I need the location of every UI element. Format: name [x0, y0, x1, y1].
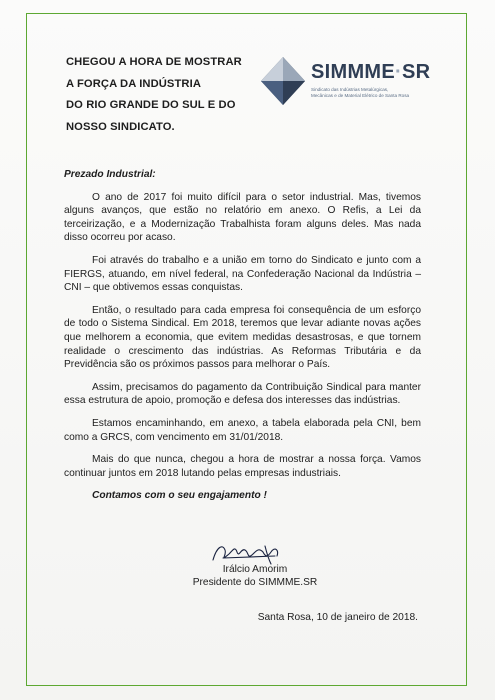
paragraph: Mais do que nunca, chegou a hora de mostrar a nossa força. Vamos continuar juntos em 2018 lutando pelas empresas industriais.	[64, 454, 421, 479]
tagline-line: Mecânicas e de Material Elétrico de Santa Rosa	[311, 93, 410, 98]
signature-block	[180, 540, 330, 592]
salutation: Prezado Industrial:	[64, 169, 156, 180]
headline-line: CHEGOU A HORA DE MOSTRAR	[66, 56, 242, 68]
paragraph: Assim, precisamos do pagamento da Contribuição Sindical para manter essa estrutura de apoio, promoção e defesa dos interesses das indústrias.	[64, 381, 421, 407]
paragraph: O ano de 2017 foi muito difícil para o setor industrial. Mas, tivemos alguns avanços, que estão no relatório em anexo. O Refis, a Lei da terceirização, e a Modernização Trabalhista foram alguns deles. Mas nada disso ocorreu por acaso.	[64, 191, 421, 244]
headline	[66, 52, 266, 138]
signatory-role: Presidente do SIMMME.SR	[192, 577, 318, 588]
letter-body	[64, 168, 421, 503]
brand-tagline	[311, 87, 451, 99]
tagline-line: Sindicato das Indústrias Metalúrgicas,	[311, 87, 389, 92]
headline-line: NOSSO SINDICATO.	[66, 120, 175, 133]
paragraph: Então, o resultado para cada empresa foi consequência de um esforço de todo o Sistema Sindical. Em 2018, teremos que levar adiante novas ações que melhorem a economia, que evitem medidas desastrosas, e que tornem realidade o crescimento das indústrias. As Reformas Tributária e da Previdência são os próximos passos para melhorar o País.	[64, 304, 421, 371]
paragraph: Estamos encaminhando, em anexo, a tabela elaborada pela CNI, bem como a GRCS, com vencimento em 31/01/2018.	[64, 417, 421, 443]
simmme-logo	[259, 55, 449, 111]
brand-suffix: SR	[402, 61, 431, 83]
brand-name	[311, 61, 430, 84]
headline-line: A FORÇA DA INDÚSTRIA	[66, 77, 201, 90]
brand-separator: ·	[395, 61, 402, 83]
paragraph: Foi através do trabalho e a união em torno do Sindicato e junto com a FIERGS, atuando, em nível federal, na Confederação Nacional da Indústria – CNI – que obtivemos essas conquistas.	[64, 254, 421, 294]
brand-main: SIMMME	[311, 61, 396, 83]
date-line: Santa Rosa, 10 de janeiro de 2018.	[257, 612, 418, 623]
headline-line: DO RIO GRANDE DO SUL E DO	[66, 99, 236, 111]
closing-line: Contamos com o seu engajamento !	[92, 490, 267, 502]
signatory-name: Irálcio Amorim	[222, 564, 288, 575]
pyramid-logo-icon	[259, 55, 307, 107]
